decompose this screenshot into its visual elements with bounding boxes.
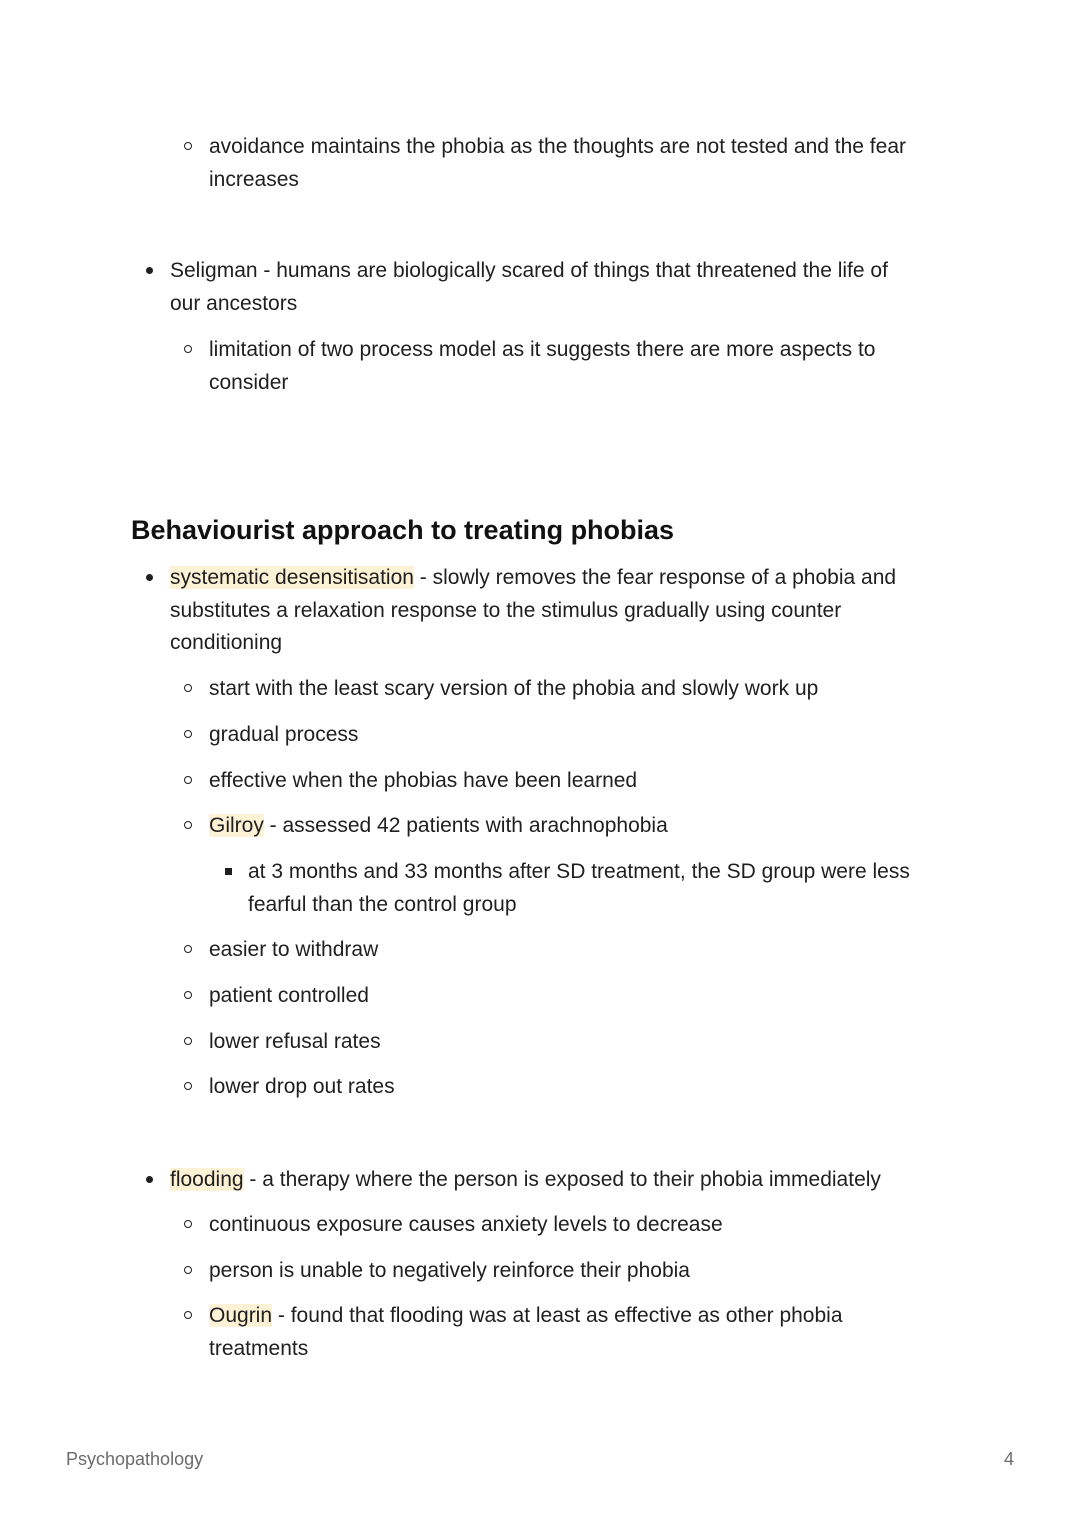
list-item-ougrin-line1 (209, 1299, 843, 1332)
list-item-gilroy-detail-line1: at 3 months and 33 months after SD treatment, the SD group were less (248, 860, 910, 883)
bullet-hollow-icon (184, 1220, 192, 1228)
list-item-avoidance-line1: avoidance maintains the phobia as the thoughts are not tested and the fear (209, 135, 906, 158)
footer-title: Psychopathology (66, 1449, 204, 1469)
list-item-patient: patient controlled (209, 984, 369, 1007)
list-item-continuous: continuous exposure causes anxiety levels to decrease (209, 1213, 723, 1236)
list-item-sd-line2: substitutes a relaxation response to the stimulus gradually using counter (170, 599, 842, 622)
list-item-seligman-line2: our ancestors (170, 292, 298, 315)
bullet-hollow-icon (184, 1311, 192, 1319)
list-item-sd-line1 (170, 561, 896, 594)
list-item-withdraw: easier to withdraw (209, 938, 379, 961)
highlighted-term: Ougrin (209, 1304, 273, 1327)
section-heading: Behaviourist approach to treating phobias (131, 515, 675, 545)
bullet-hollow-icon (184, 345, 192, 353)
bullet-hollow-icon (184, 945, 192, 953)
list-item-ougrin-line2: treatments (209, 1337, 309, 1360)
term-definition: - a therapy where the person is exposed to their phobia immediately (243, 1168, 881, 1191)
list-item-unable: person is unable to negatively reinforce their phobia (209, 1259, 690, 1282)
bullet-hollow-icon (184, 821, 192, 829)
bullet-disc-icon (146, 1176, 153, 1183)
list-item-start: start with the least scary version of the phobia and slowly work up (209, 677, 819, 700)
list-item-limitation-line2: consider (209, 371, 289, 394)
list-item-dropout: lower drop out rates (209, 1075, 395, 1098)
list-item-sd-line3: conditioning (170, 631, 283, 654)
list-item-flooding (170, 1163, 881, 1196)
bullet-hollow-icon (184, 684, 192, 692)
bullet-hollow-icon (184, 1266, 192, 1274)
term-definition: - found that flooding was at least as effective as other phobia (272, 1304, 843, 1327)
highlighted-term: flooding (170, 1168, 244, 1191)
bullet-disc-icon (146, 267, 153, 274)
bullet-disc-icon (146, 574, 153, 581)
list-item-gradual: gradual process (209, 723, 359, 746)
bullet-hollow-icon (184, 1037, 192, 1045)
list-item-refusal: lower refusal rates (209, 1030, 381, 1053)
term-definition: - assessed 42 patients with arachnophobia (263, 814, 668, 837)
list-item-effective: effective when the phobias have been learned (209, 769, 638, 792)
bullet-hollow-icon (184, 776, 192, 784)
bullet-hollow-icon (184, 142, 192, 150)
bullet-hollow-icon (184, 730, 192, 738)
list-item-gilroy-detail-line2: fearful than the control group (248, 893, 517, 916)
list-item-gilroy (209, 809, 668, 842)
highlighted-term: systematic desensitisation (170, 566, 414, 589)
bullet-hollow-icon (184, 1082, 192, 1090)
bullet-hollow-icon (184, 991, 192, 999)
bullet-square-icon (225, 868, 232, 875)
list-item-seligman-line1: Seligman - humans are biologically scared of things that threatened the life of (170, 259, 888, 282)
list-item-limitation-line1: limitation of two process model as it suggests there are more aspects to (209, 338, 876, 361)
highlighted-term: Gilroy (209, 814, 264, 837)
term-definition: - slowly removes the fear response of a phobia and (413, 566, 897, 589)
page-number: 4 (1003, 1449, 1014, 1469)
list-item-avoidance-line2: increases (209, 168, 299, 191)
